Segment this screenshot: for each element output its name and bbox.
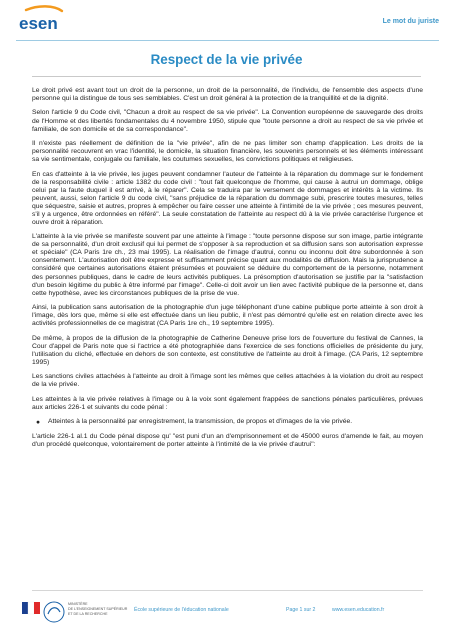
paragraph: L'atteinte à la vie privée se manifeste souvent par une atteinte à l'image : "toute personne dispose sur son image, partie intégrante de sa personnalité, d'un droit exclusif qui lui permet de s'opposer à sa reproduction et sa diffusion sans son autorisation expresse et spéciale" (CA Paris 1re ch., 23 mai 1995). La réalisation de l'image d'autrui, connu ou inconnu doit être subordonnée à son consentement. L'autorisation doit être expresse et suffisamment précise quant aux modalités de diffusion. Mais la jurisprudence a considéré que certaines autorisations étaient présumées et pouvaient se déduire du comportement de la personne, notamment des personnes publiques, dans le cadre de leurs activités publiques. La présomption d'autorisation se justifie par la "satisfaction d'un besoin légitime du public à être informé par l'image". Celle-ci doit avoir un lien avec l'activité publique de la personne et, dans cette hypothèse, avec les circonstances publiques de la prise de vue.	[32, 233, 423, 297]
paragraph: Les sanctions civiles attachées à l'atteinte au droit à l'image sont les mêmes que celles attachées à la violation du droit au respect de la vie privée.	[32, 373, 423, 389]
french-flag-icon	[22, 602, 40, 614]
paragraph: En cas d'atteinte à la vie privée, les juges peuvent condamner l'auteur de l'atteinte à la réparation du dommage sur le fondement de la responsabilité civile : article 1382 du code civil : "tout fait quelconque de l'homme, qui cause à autrui un dommage, oblige celui par la faute duquel il est arrivé, à le réparer". Cela se traduira par le versement de dommages et intérêts à la victime. Ils peuvent, aussi, selon l'article 9 du code civil, "sans préjudice de la réparation du dommage subi, prescrire toutes mesures, telles que séquestre, saisie et autres, propres à empêcher ou faire cesser une atteinte à l'intimité de la vie privée ; ces mesures peuvent, s'il y a urgence, être ordonnées en référé". La seule constatation de l'atteinte au respect dû à la vie privée caractérise l'urgence et ouvre droit à réparation.	[32, 170, 423, 226]
article-body	[32, 87, 423, 455]
header-divider	[16, 40, 439, 41]
title-divider	[32, 76, 421, 77]
list-item	[32, 418, 423, 426]
paragraph: Les atteintes à la vie privée relatives à l'image ou à la voix sont également frappées de sanctions pénales particulières, prévues aux articles 226-1 et suivants du code pénal :	[32, 395, 423, 411]
bullet-icon: ●	[36, 419, 41, 427]
esen-logo	[16, 6, 68, 34]
paragraph: Le droit privé est avant tout un droit de la personne, un droit de la personnalité, de l'individu, de l'ensemble des aspects d'une personne qui la distingue de tous ses semblables. C'est un droit général à la protection de la tranquillité et de la dignité.	[32, 87, 423, 103]
paragraph: Selon l'article 9 du Code civil, "Chacun a droit au respect de sa vie privée". La Convention européenne de sauvegarde des droits de l'Homme et des libertés fondamentales du 4 novembre 1950, stipule que "toute personne a droit au respect de sa vie privée et familiale, de son domicile et de sa correspondance".	[32, 109, 423, 133]
footer-url[interactable]: www.esen.education.fr	[332, 607, 385, 613]
rubric-label: Le mot du juriste	[382, 18, 439, 25]
svg-text:esen: esen	[19, 14, 58, 33]
paragraph: L'article 226-1 al.1 du Code pénal dispose qu' "est puni d'un an d'emprisonnement et de 45000 euros d'amende le fait, au moyen d'un procédé quelconque, volontairement de porter atteinte à l'intimité de la vie privée d'autrui":	[32, 432, 423, 448]
svg-text:DE L'ENSEIGNEMENT SUPÉRIEUR: DE L'ENSEIGNEMENT SUPÉRIEUR	[68, 607, 128, 611]
ministry-logo	[20, 594, 128, 634]
paragraph: De même, à propos de la diffusion de la photographie de Catherine Deneuve prise lors de l'ouverture du festival de Cannes, la Cour d'appel de Paris note que si l'actrice a été photographiée dans l'exercice de ses fonctions officielles de présidente du jury, l'utilisation du cliché, effectuée en dehors de son contexte, est constitutive de l'atteinte au droit à l'image. (CA Paris, 12 septembre 1995)	[32, 334, 423, 366]
footer-school: École supérieure de l'éducation nationale	[134, 607, 229, 613]
svg-text:ET DE LA RECHERCHE: ET DE LA RECHERCHE	[68, 612, 108, 616]
marianne-icon	[44, 602, 64, 622]
footer-divider	[32, 590, 423, 591]
paragraph: Ainsi, la publication sans autorisation de la photographie d'un juge téléphonant d'une cabine publique porte atteinte à son droit à l'image, dès lors que, même si elle est effectuée dans un lieu public, il n'est pas démontré qu'elle est en relation directe avec les activités professionnelles de ce magistrat (CA Paris 1re ch., 19 septembre 1995).	[32, 304, 423, 328]
paragraph: Il n'existe pas réellement de définition de la "vie privée", afin de ne pas limiter son champ d'application. Les droits de la personnalité recouvrent en vrac l'identité, le domicile, la situation financière, les souvenirs personnels et les éléments intéressant sa vie sentimentale, conjugale ou familiale, les coutumes sexuelles, les convictions politiques et religieuses.	[32, 140, 423, 164]
bullet-list	[32, 418, 423, 426]
svg-text:MINISTÈRE: MINISTÈRE	[68, 602, 88, 606]
footer-page-number: Page 1 sur 2	[286, 607, 316, 613]
page-title: Respect de la vie privée	[150, 52, 303, 67]
list-item-text: Atteintes à la personnalité par enregistrement, la transmission, de propos et d'images de la vie privée.	[48, 418, 353, 426]
